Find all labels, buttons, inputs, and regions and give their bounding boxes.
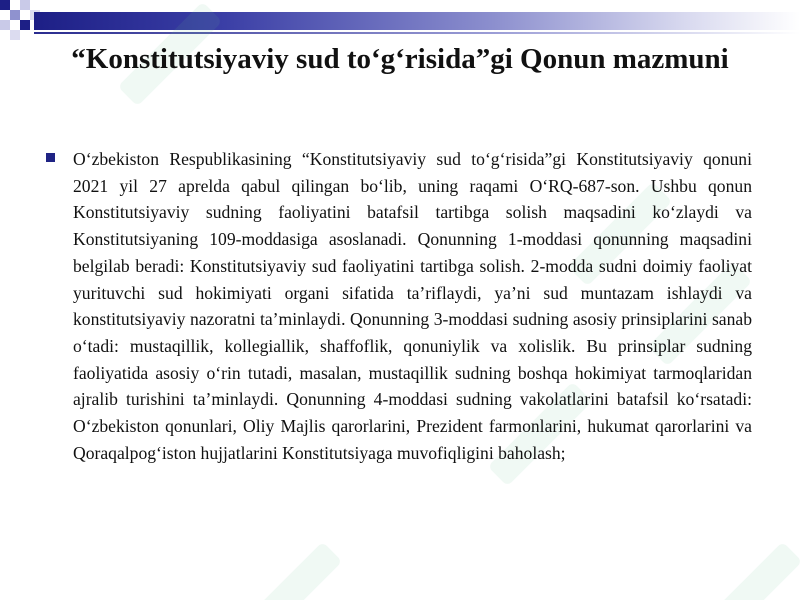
slide-body-paragraph: O‘zbekiston Respublikasining “Konstitutsiyaviy sud to‘g‘risida”gi Konstitutsiyaviy qonuni 2021 yil 27 aprelda qabul qilingan bo‘lib, uning raqami O‘RQ-687-son. Ushbu qonun Konstitutsiyaviy sudning faoliyatini batafsil tartibga solish maqsadini ko‘zlaydi va Konstitutsiyaning 109-moddasiga asoslanadi. Qonunning 1-moddasi qonunning maqsadini belgilab beradi: Konstitutsiyaviy sud faoliyatini tartibga solish. 2-modda sudni doimiy faoliyat yurituvchi sud hokimiyati organi sifatida ta’riflaydi, ya’ni sud muntazam ishlaydi va konstitutsiyaviy nazoratni ta’minlaydi. Qonunning 3-moddasi sudning asosiy prinsiplarini sanab o‘tadi: mustaqillik, kollegiallik, shaffoflik, qonuniylik va xolislik. Bu prinsiplar sudning faoliyatida asosiy o‘rin tutadi, masalan, mustaqillik sudning boshqa hokimiyat tarmoqlaridan ajralib turishini ta’minlaydi. Qonunning 4-moddasi sudning vakolatlarini batafsil ko‘rsatadi: O‘zbekiston qonunlari, Oliy Majlis qarorlarini, Prezident farmonlarini, hukumat qarorlarini va Qoraqalpog‘iston hujjatlarini Konstitutsiyaga muvofiqligini baholash; (73, 149, 752, 463)
watermark-stripe (698, 542, 800, 600)
header-gradient-bar (34, 12, 800, 30)
header-rule (34, 32, 800, 34)
corner-square (0, 20, 10, 30)
bullet-square-icon (46, 153, 55, 162)
corner-square (20, 0, 30, 10)
slide-title: “Konstitutsiyaviy sud to‘g‘risida”gi Qonun mazmuni (71, 43, 729, 75)
watermark-stripe (238, 542, 343, 600)
corner-square (10, 30, 20, 40)
corner-square (20, 20, 30, 30)
corner-square (0, 0, 10, 10)
corner-square (10, 10, 20, 20)
